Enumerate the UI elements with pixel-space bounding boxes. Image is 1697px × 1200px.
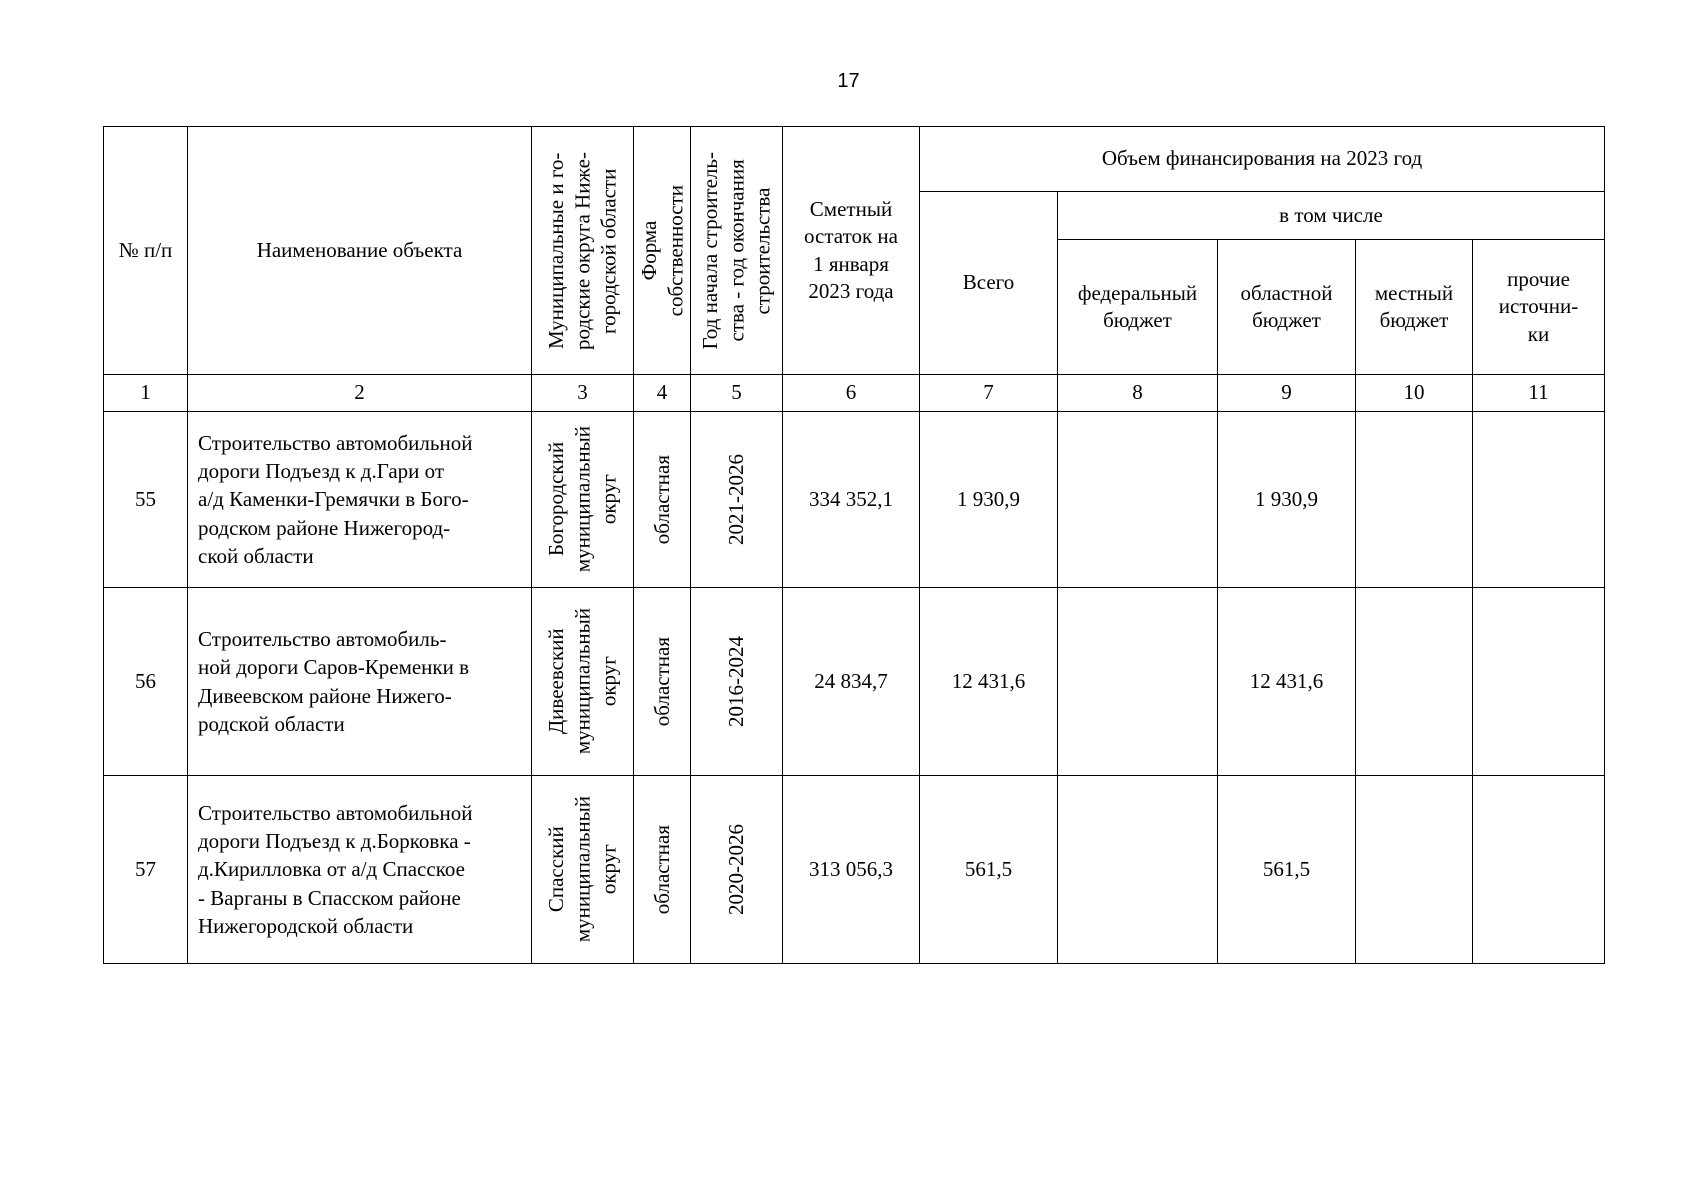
row-regional: 1 930,9: [1218, 412, 1356, 588]
row-years: 2020-2026: [691, 776, 783, 964]
header-num: № п/п: [104, 127, 188, 375]
row-num: 55: [104, 412, 188, 588]
column-number: 4: [634, 375, 691, 412]
header-funding: Объем финансирования на 2023 год: [920, 127, 1605, 192]
row-total: 12 431,6: [920, 588, 1058, 776]
header-ownership: Форма собственности: [634, 127, 691, 375]
row-regional: 12 431,6: [1218, 588, 1356, 776]
row-other: [1473, 588, 1605, 776]
row-municipal: Дивеевский муниципальный округ: [532, 588, 634, 776]
row-regional: 561,5: [1218, 776, 1356, 964]
row-name: Строительство автомобильной дороги Подъезд к д.Гари от а/д Каменки-Гремячки в Бого- родском районе Нижегород- ской области: [188, 412, 532, 588]
column-number: 10: [1356, 375, 1473, 412]
header-municipal: Муниципальные и го- родские округа Ниже- городской области: [532, 127, 634, 375]
column-number: 8: [1058, 375, 1218, 412]
header-local: местный бюджет: [1356, 240, 1473, 375]
row-ownership: областная: [634, 776, 691, 964]
row-balance: 313 056,3: [783, 776, 920, 964]
header-years: Год начала строитель- ства - год окончания строительства: [691, 127, 783, 375]
header-federal: федеральный бюджет: [1058, 240, 1218, 375]
header-regional: областной бюджет: [1218, 240, 1356, 375]
row-name: Строительство автомобиль- ной дороги Саров-Кременки в Дивеевском районе Нижего- родской области: [188, 588, 532, 776]
row-other: [1473, 776, 1605, 964]
column-number: 5: [691, 375, 783, 412]
table-row: [104, 776, 1605, 964]
column-number: 7: [920, 375, 1058, 412]
table-row: [104, 588, 1605, 776]
header-including: в том числе: [1058, 192, 1605, 240]
header-name: Наименование объекта: [188, 127, 532, 375]
column-number-row: [104, 375, 1605, 412]
column-number: 9: [1218, 375, 1356, 412]
row-ownership: областная: [634, 412, 691, 588]
row-total: 561,5: [920, 776, 1058, 964]
row-num: 57: [104, 776, 188, 964]
header-total: Всего: [920, 192, 1058, 375]
row-municipal: Богородский муниципальный округ: [532, 412, 634, 588]
row-total: 1 930,9: [920, 412, 1058, 588]
page-number: 17: [837, 70, 860, 92]
row-num: 56: [104, 588, 188, 776]
row-years: 2021-2026: [691, 412, 783, 588]
table-row: [104, 412, 1605, 588]
row-years: 2016-2024: [691, 588, 783, 776]
row-local: [1356, 588, 1473, 776]
row-federal: [1058, 776, 1218, 964]
row-name: Строительство автомобильной дороги Подъезд к д.Борковка - д.Кирилловка от а/д Спасское - Варганы в Спасском районе Нижегородской области: [188, 776, 532, 964]
header-other: прочие источни- ки: [1473, 240, 1605, 375]
row-municipal: Спасский муниципальный округ: [532, 776, 634, 964]
column-number: 6: [783, 375, 920, 412]
column-number: 3: [532, 375, 634, 412]
column-number: 2: [188, 375, 532, 412]
row-federal: [1058, 412, 1218, 588]
funding-table: [103, 126, 1605, 964]
column-number: 11: [1473, 375, 1605, 412]
header-balance: Сметный остаток на 1 января 2023 года: [783, 127, 920, 375]
column-number: 1: [104, 375, 188, 412]
row-balance: 24 834,7: [783, 588, 920, 776]
row-local: [1356, 412, 1473, 588]
row-other: [1473, 412, 1605, 588]
row-ownership: областная: [634, 588, 691, 776]
row-federal: [1058, 588, 1218, 776]
row-balance: 334 352,1: [783, 412, 920, 588]
row-local: [1356, 776, 1473, 964]
